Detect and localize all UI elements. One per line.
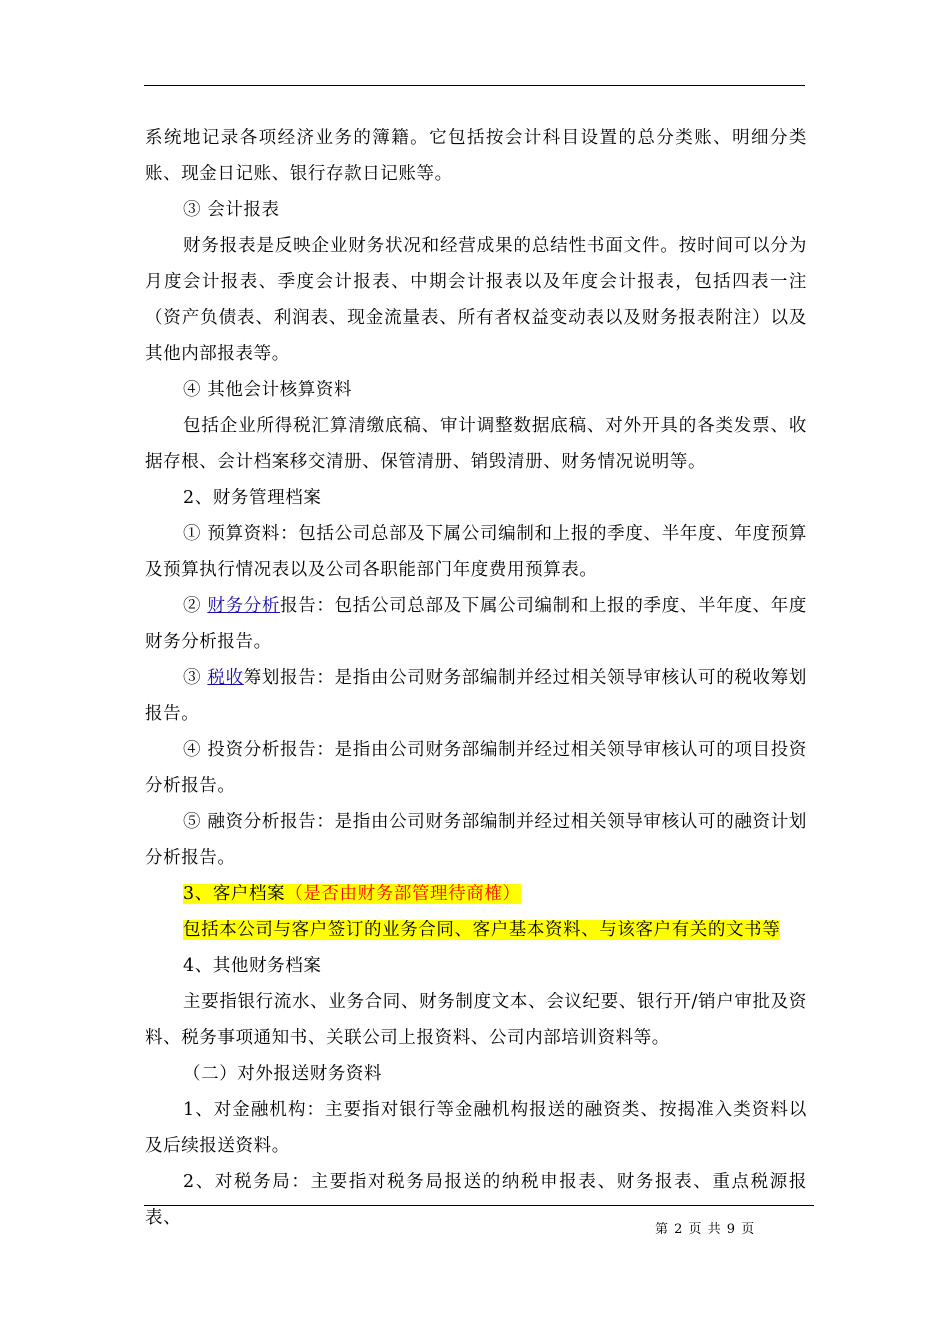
financial-analysis-link[interactable]: 财务分析	[207, 596, 281, 616]
heading-other-accounting-data: ④ 其他会计核算资料	[183, 380, 353, 400]
highlighted-heading	[183, 884, 521, 904]
paragraph-financial-reports: 财务报表是反映企业财务状况和经营成果的总结性书面文件。按时间可以分为月度会计报表、季度会计报表、中期会计报表以及年度会计报表，包括四表一注（资产负债表、利润表、现金流量表、所有者权益变动表以及财务报表附注）以及其他内部报表等。	[145, 236, 807, 364]
heading-customer-archives	[145, 876, 807, 912]
paragraph-investment-analysis: ④ 投资分析报告：是指由公司财务部编制并经过相关领导审核认可的项目投资分析报告。	[145, 740, 807, 796]
paragraph-ledger: 系统地记录各项经济业务的簿籍。它包括按会计科目设置的总分类账、明细分类账、现金日记账、银行存款日记账等。	[145, 128, 807, 184]
paragraph-budget: ① 预算资料：包括公司总部及下属公司编制和上报的季度、半年度、年度预算及预算执行情况表以及公司各职能部门年度费用预算表。	[145, 524, 807, 580]
heading-financial-management-archives: 2、财务管理档案	[183, 488, 322, 508]
tax-link[interactable]: 税收	[207, 668, 244, 688]
header-rule	[144, 85, 805, 86]
paragraph-financial-analysis	[145, 588, 807, 660]
heading-other-financial-archives: 4、其他财务档案	[183, 956, 322, 976]
highlighted-text: 包括本公司与客户签订的业务合同、客户基本资料、与该客户有关的文书等	[183, 920, 781, 940]
paragraph-financial-institutions: 1、对金融机构：主要指对银行等金融机构报送的融资类、按揭准入类资料以及后续报送资料。	[145, 1100, 807, 1156]
paragraph-other-financial-archives: 主要指银行流水、业务合同、财务制度文本、会议纪要、银行开/销户审批及资料、税务事项通知书、关联公司上报资料、公司内部培训资料等。	[145, 992, 807, 1048]
paragraph-other-accounting-data: 包括企业所得税汇算清缴底稿、审计调整数据底稿、对外开具的各类发票、收据存根、会计档案移交清册、保管清册、销毁清册、财务情况说明等。	[145, 416, 807, 472]
document-body	[145, 120, 807, 1236]
item-marker: ③	[183, 668, 208, 688]
paragraph-text: 筹划报告：是指由公司财务部编制并经过相关领导审核认可的税收筹划报告。	[145, 668, 807, 724]
heading-external-financial-data: （二）对外报送财务资料	[183, 1064, 383, 1084]
footer-rule	[144, 1205, 814, 1206]
heading-accounting-reports: ③ 会计报表	[183, 200, 280, 220]
paragraph-text: 报告：包括公司总部及下属公司编制和上报的季度、半年度、年度财务分析报告。	[145, 596, 807, 652]
item-marker: ②	[183, 596, 208, 616]
paragraph-customer-archives	[145, 912, 807, 948]
page-number: 第 2 页 共 9 页	[655, 1222, 756, 1237]
pending-note: （是否由财务部管理待商榷）	[285, 884, 521, 904]
heading-text: 3、客户档案	[183, 884, 286, 904]
paragraph-tax-bureau: 2、对税务局：主要指对税务局报送的纳税申报表、财务报表、重点税源报表、	[145, 1172, 807, 1228]
paragraph-financing-analysis: ⑤ 融资分析报告：是指由公司财务部编制并经过相关领导审核认可的融资计划分析报告。	[145, 812, 807, 868]
paragraph-tax-planning	[145, 660, 807, 732]
